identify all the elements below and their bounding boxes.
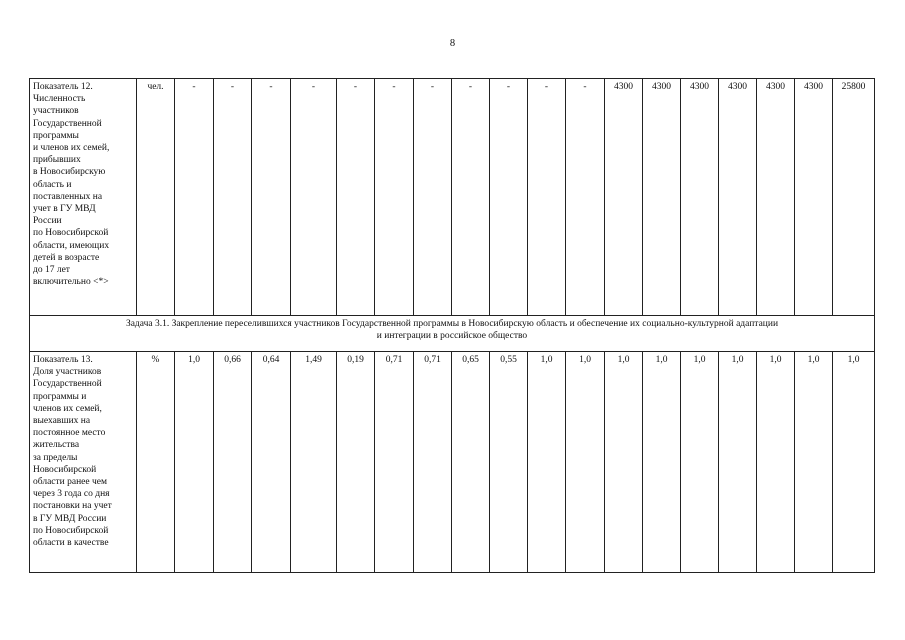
indicator-12-value-cell: 25800 (833, 79, 875, 316)
indicator-13-value-cell: 1,0 (719, 352, 757, 573)
indicator-12-value-cell: - (214, 79, 252, 316)
indicator-13-unit: % (137, 352, 175, 573)
text-line: в Новосибирскую (33, 167, 106, 178)
indicator-12-value-cell: - (337, 79, 375, 316)
text-line: Государственной (33, 379, 102, 390)
table-row-indicator-12 (30, 79, 875, 316)
indicator-13-value-cell: 1,0 (605, 352, 643, 573)
indicator-12-value-cell: - (414, 79, 452, 316)
text-line: по Новосибирской (33, 525, 109, 536)
text-line: членов их семей, (33, 403, 102, 414)
text-line: области, имеющих (33, 240, 110, 251)
indicator-13-value-cell: 1,0 (175, 352, 214, 573)
text-line: и членов их семей, (33, 143, 110, 154)
indicator-12-value-cell: - (490, 79, 528, 316)
page-number: 8 (449, 38, 456, 49)
indicator-13-value-cell: 1,0 (528, 352, 566, 573)
indicator-12-value-cell: 4300 (719, 79, 757, 316)
indicator-13-value-cell: 1,49 (291, 352, 337, 573)
text-line: области в качестве (33, 538, 109, 549)
text-line: через 3 года со дня (33, 489, 110, 500)
indicator-13-value-cell: 1,0 (681, 352, 719, 573)
indicator-13-value-cell: 0,65 (452, 352, 490, 573)
text-line: и интеграции в российское общество (376, 331, 528, 342)
text-line: включительно <*> (33, 277, 109, 288)
text-line: детей в возрасте (33, 252, 100, 263)
indicators-table (29, 78, 875, 573)
text-line: постоянное место (33, 428, 106, 439)
indicator-13-label (30, 352, 137, 573)
indicator-13-value-cell: 0,71 (375, 352, 414, 573)
indicator-12-value-cell: 4300 (643, 79, 681, 316)
text-line: программы (33, 130, 79, 141)
indicator-12-value-cell: - (566, 79, 605, 316)
indicator-12-value-cell: 4300 (605, 79, 643, 316)
text-line: Новосибирской (33, 464, 97, 475)
text-line: за пределы (33, 452, 78, 463)
table-row-indicator-13 (30, 352, 875, 573)
text-line: прибывших (33, 155, 81, 166)
text-line: Численность (33, 94, 86, 105)
text-line: Показатель 12. (33, 82, 93, 92)
text-line: участников (33, 106, 79, 117)
table-row-task-3-1 (30, 316, 875, 352)
indicator-13-value-cell: 0,19 (337, 352, 375, 573)
indicator-12-value-cell: - (252, 79, 291, 316)
text-line: выехавших на (33, 416, 91, 427)
text-line: программы и (33, 391, 87, 402)
text-line: Задача 3.1. Закрепление переселившихся участников Государственной программы в Новосибирскую область и обеспечение их социально-культурной адаптации (125, 319, 779, 329)
indicator-13-value-cell: 0,64 (252, 352, 291, 573)
text-line: Доля участников (33, 367, 102, 378)
indicator-12-value-cell: 4300 (757, 79, 795, 316)
indicator-12-value-cell: - (528, 79, 566, 316)
indicator-13-value-cell: 1,0 (757, 352, 795, 573)
indicator-13-value-cell: 1,0 (833, 352, 875, 573)
indicator-13-value-cell: 0,55 (490, 352, 528, 573)
text-line: в ГУ МВД России (33, 513, 107, 524)
indicator-12-value-cell: - (375, 79, 414, 316)
indicator-12-value-cell: 4300 (795, 79, 833, 316)
indicator-13-value-cell: 1,0 (566, 352, 605, 573)
indicator-12-value-cell: - (452, 79, 490, 316)
text-line: Показатель 13. (33, 355, 93, 365)
text-line: область и (33, 179, 72, 190)
indicator-12-label (30, 79, 137, 316)
text-line: поставленных на (33, 191, 103, 202)
text-line: области ранее чем (33, 477, 107, 488)
text-line: жительства (33, 440, 80, 451)
text-line: постановки на учет (33, 501, 112, 512)
indicator-12-value-cell: - (291, 79, 337, 316)
indicator-13-value-cell: 1,0 (795, 352, 833, 573)
indicator-13-value-cell: 0,66 (214, 352, 252, 573)
indicator-12-unit: чел. (137, 79, 175, 316)
indicator-13-value-cell: 1,0 (643, 352, 681, 573)
indicator-12-value-cell: 4300 (681, 79, 719, 316)
text-line: Государственной (33, 118, 102, 129)
text-line: по Новосибирской (33, 228, 109, 239)
indicator-13-value-cell: 0,71 (414, 352, 452, 573)
indicator-12-value-cell: - (175, 79, 214, 316)
text-line: учет в ГУ МВД (33, 204, 96, 215)
text-line: России (33, 216, 62, 227)
text-line: до 17 лет (33, 265, 70, 276)
task-3-1-heading (30, 316, 875, 352)
